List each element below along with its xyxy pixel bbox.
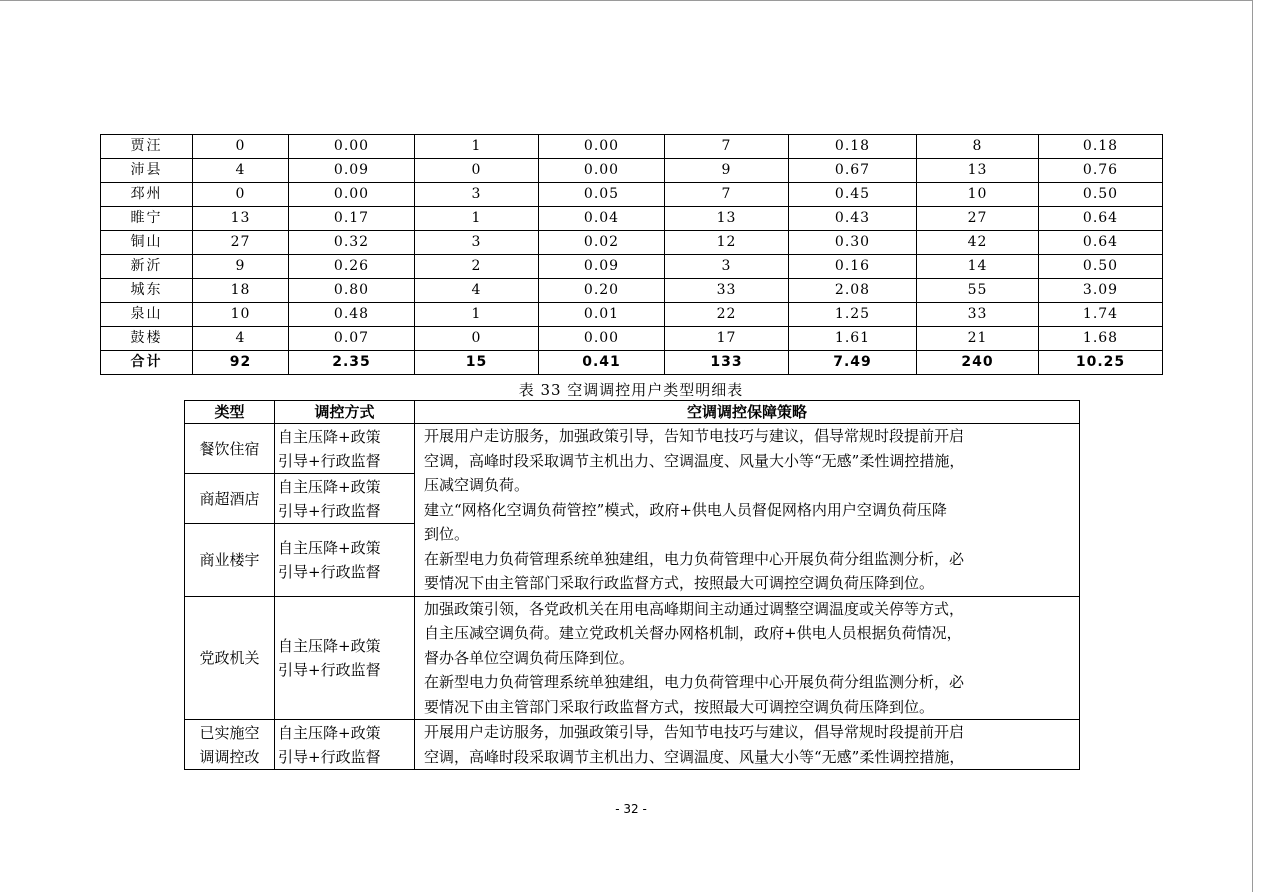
value-cell: 4	[193, 159, 289, 183]
method-line: 自主压降+政策	[278, 538, 381, 557]
strategy-line: 空调，高峰时段采取调节主机出力、空调温度、风量大小等“无感”柔性调控措施，	[424, 451, 965, 470]
method-office	[275, 524, 415, 597]
region-cell: 邳州	[101, 183, 193, 207]
value-cell: 12	[665, 231, 789, 255]
value-cell: 1.25	[789, 303, 917, 327]
value-cell: 0.04	[539, 207, 665, 231]
method-retail	[275, 474, 415, 524]
value-cell: 240	[917, 351, 1039, 375]
region-cell: 合计	[101, 351, 193, 375]
value-cell: 0.17	[289, 207, 415, 231]
value-cell: 3	[665, 255, 789, 279]
value-cell: 0.30	[789, 231, 917, 255]
value-cell: 0	[193, 135, 289, 159]
strategy-line: 督办各单位空调负荷压降到位。	[424, 648, 635, 667]
strategy-shared-cell	[415, 424, 1080, 597]
method-implemented	[275, 720, 415, 770]
value-cell: 55	[917, 279, 1039, 303]
strategy-government	[415, 596, 1080, 720]
table-caption: 表 33 空调调控用户类型明细表	[518, 381, 744, 399]
summary-row	[101, 279, 1163, 303]
value-cell: 0.80	[289, 279, 415, 303]
value-cell: 0.01	[539, 303, 665, 327]
value-cell: 0.18	[1039, 135, 1163, 159]
value-cell: 0.50	[1039, 183, 1163, 207]
header-type: 类型	[185, 401, 275, 424]
strategy-line: 在新型电力负荷管理系统单独建组，电力负荷管理中心开展负荷分组监测分析，必	[424, 549, 965, 568]
value-cell: 1.68	[1039, 327, 1163, 351]
value-cell: 3.09	[1039, 279, 1163, 303]
value-cell: 2.08	[789, 279, 917, 303]
summary-row	[101, 231, 1163, 255]
value-cell: 10.25	[1039, 351, 1163, 375]
summary-row	[101, 207, 1163, 231]
value-cell: 1	[415, 207, 539, 231]
value-cell: 2.35	[289, 351, 415, 375]
type-catering: 餐饮住宿	[185, 424, 275, 474]
value-cell: 3	[415, 183, 539, 207]
value-cell: 42	[917, 231, 1039, 255]
strategy-line: 空调，高峰时段采取调节主机出力、空调温度、风量大小等“无感”柔性调控措施，	[424, 747, 965, 766]
page-number: - 32 -	[615, 802, 647, 816]
type-government: 党政机关	[185, 596, 275, 720]
value-cell: 13	[665, 207, 789, 231]
value-cell: 0.64	[1039, 207, 1163, 231]
value-cell: 0	[415, 327, 539, 351]
value-cell: 9	[193, 255, 289, 279]
value-cell: 0.16	[789, 255, 917, 279]
strategy-line: 要情况下由主管部门采取行政监督方式，按照最大可调控空调负荷压降到位。	[424, 574, 935, 592]
strategy-line: 开展用户走访服务，加强政策引导，告知节电技巧与建议，倡导常规时段提前开启	[424, 723, 965, 741]
value-cell: 15	[415, 351, 539, 375]
value-cell: 3	[415, 231, 539, 255]
value-cell: 13	[917, 159, 1039, 183]
value-cell: 8	[917, 135, 1039, 159]
value-cell: 0.18	[789, 135, 917, 159]
region-cell: 城东	[101, 279, 193, 303]
value-cell: 0	[415, 159, 539, 183]
type-office: 商业楼宇	[185, 524, 275, 597]
summary-table	[100, 134, 1163, 375]
value-cell: 0.00	[539, 135, 665, 159]
value-cell: 0.00	[289, 183, 415, 207]
region-cell: 睢宁	[101, 207, 193, 231]
value-cell: 0.41	[539, 351, 665, 375]
strategy-row-implemented	[185, 720, 1080, 770]
value-cell: 0.09	[539, 255, 665, 279]
value-cell: 10	[193, 303, 289, 327]
value-cell: 0.64	[1039, 231, 1163, 255]
value-cell: 1.74	[1039, 303, 1163, 327]
value-cell: 9	[665, 159, 789, 183]
value-cell: 0.00	[289, 135, 415, 159]
summary-row	[101, 183, 1163, 207]
summary-table-body	[101, 135, 1163, 375]
page-top-edge	[0, 0, 1252, 1]
method-line: 引导+行政监督	[278, 660, 381, 679]
value-cell: 17	[665, 327, 789, 351]
value-cell: 0.45	[789, 183, 917, 207]
header-strategy: 空调调控保障策略	[415, 401, 1080, 424]
method-line: 引导+行政监督	[278, 747, 381, 766]
value-cell: 27	[193, 231, 289, 255]
method-government	[275, 596, 415, 720]
value-cell: 4	[415, 279, 539, 303]
strategy-implemented	[415, 720, 1080, 770]
value-cell: 27	[917, 207, 1039, 231]
value-cell: 4	[193, 327, 289, 351]
value-cell: 18	[193, 279, 289, 303]
strategy-line: 到位。	[424, 525, 470, 543]
type-line: 已实施空	[199, 723, 260, 742]
value-cell: 1.61	[789, 327, 917, 351]
value-cell: 0.07	[289, 327, 415, 351]
value-cell: 0.02	[539, 231, 665, 255]
summary-total-row	[101, 351, 1163, 375]
value-cell: 14	[917, 255, 1039, 279]
type-retail: 商超酒店	[185, 474, 275, 524]
value-cell: 0.20	[539, 279, 665, 303]
page-right-edge	[1252, 0, 1253, 892]
value-cell: 0.05	[539, 183, 665, 207]
region-cell: 贾汪	[101, 135, 193, 159]
strategy-line: 开展用户走访服务，加强政策引导，告知节电技巧与建议，倡导常规时段提前开启	[424, 427, 965, 445]
value-cell: 33	[665, 279, 789, 303]
value-cell: 0.09	[289, 159, 415, 183]
value-cell: 0.50	[1039, 255, 1163, 279]
value-cell: 10	[917, 183, 1039, 207]
value-cell: 0	[193, 183, 289, 207]
region-cell: 泉山	[101, 303, 193, 327]
type-implemented	[185, 720, 275, 770]
value-cell: 1	[415, 135, 539, 159]
summary-row	[101, 303, 1163, 327]
region-cell: 新沂	[101, 255, 193, 279]
region-cell: 沛县	[101, 159, 193, 183]
strategy-line: 建立“网格化空调负荷管控”模式，政府+供电人员督促网格内用户空调负荷压降	[424, 500, 947, 519]
value-cell: 13	[193, 207, 289, 231]
value-cell: 7.49	[789, 351, 917, 375]
strategy-line: 要情况下由主管部门采取行政监督方式，按照最大可调控空调负荷压降到位。	[424, 697, 935, 716]
method-line: 自主压降+政策	[278, 636, 381, 655]
value-cell: 0.00	[539, 159, 665, 183]
value-cell: 133	[665, 351, 789, 375]
method-line: 引导+行政监督	[278, 562, 381, 581]
strategy-row-government	[185, 596, 1080, 720]
value-cell: 21	[917, 327, 1039, 351]
value-cell: 0.00	[539, 327, 665, 351]
method-line: 自主压降+政策	[278, 723, 381, 742]
type-line: 调调控改	[199, 747, 260, 766]
method-line: 自主压降+政策	[278, 477, 381, 496]
header-method: 调控方式	[275, 401, 415, 424]
method-line: 引导+行政监督	[278, 501, 381, 520]
value-cell: 7	[665, 135, 789, 159]
method-line: 自主压降+政策	[278, 427, 381, 446]
method-line: 引导+行政监督	[278, 451, 381, 470]
value-cell: 0.67	[789, 159, 917, 183]
value-cell: 1	[415, 303, 539, 327]
value-cell: 92	[193, 351, 289, 375]
summary-row	[101, 159, 1163, 183]
strategy-row-catering	[185, 424, 1080, 474]
value-cell: 33	[917, 303, 1039, 327]
summary-row	[101, 135, 1163, 159]
value-cell: 0.48	[289, 303, 415, 327]
strategy-line: 加强政策引领，各党政机关在用电高峰期间主动通过调整空调温度或关停等方式，	[424, 599, 965, 618]
strategy-line: 在新型电力负荷管理系统单独建组，电力负荷管理中心开展负荷分组监测分析，必	[424, 673, 965, 691]
value-cell: 2	[415, 255, 539, 279]
strategy-line: 压减空调负荷。	[424, 476, 530, 494]
region-cell: 铜山	[101, 231, 193, 255]
strategy-header-row	[185, 401, 1080, 424]
region-cell: 鼓楼	[101, 327, 193, 351]
value-cell: 22	[665, 303, 789, 327]
value-cell: 7	[665, 183, 789, 207]
value-cell: 0.76	[1039, 159, 1163, 183]
method-catering	[275, 424, 415, 474]
value-cell: 0.26	[289, 255, 415, 279]
summary-row	[101, 327, 1163, 351]
strategy-table	[184, 400, 1080, 770]
value-cell: 0.32	[289, 231, 415, 255]
strategy-line: 自主压减空调负荷。建立党政机关督办网格机制，政府+供电人员根据负荷情况，	[424, 624, 962, 642]
value-cell: 0.43	[789, 207, 917, 231]
summary-row	[101, 255, 1163, 279]
